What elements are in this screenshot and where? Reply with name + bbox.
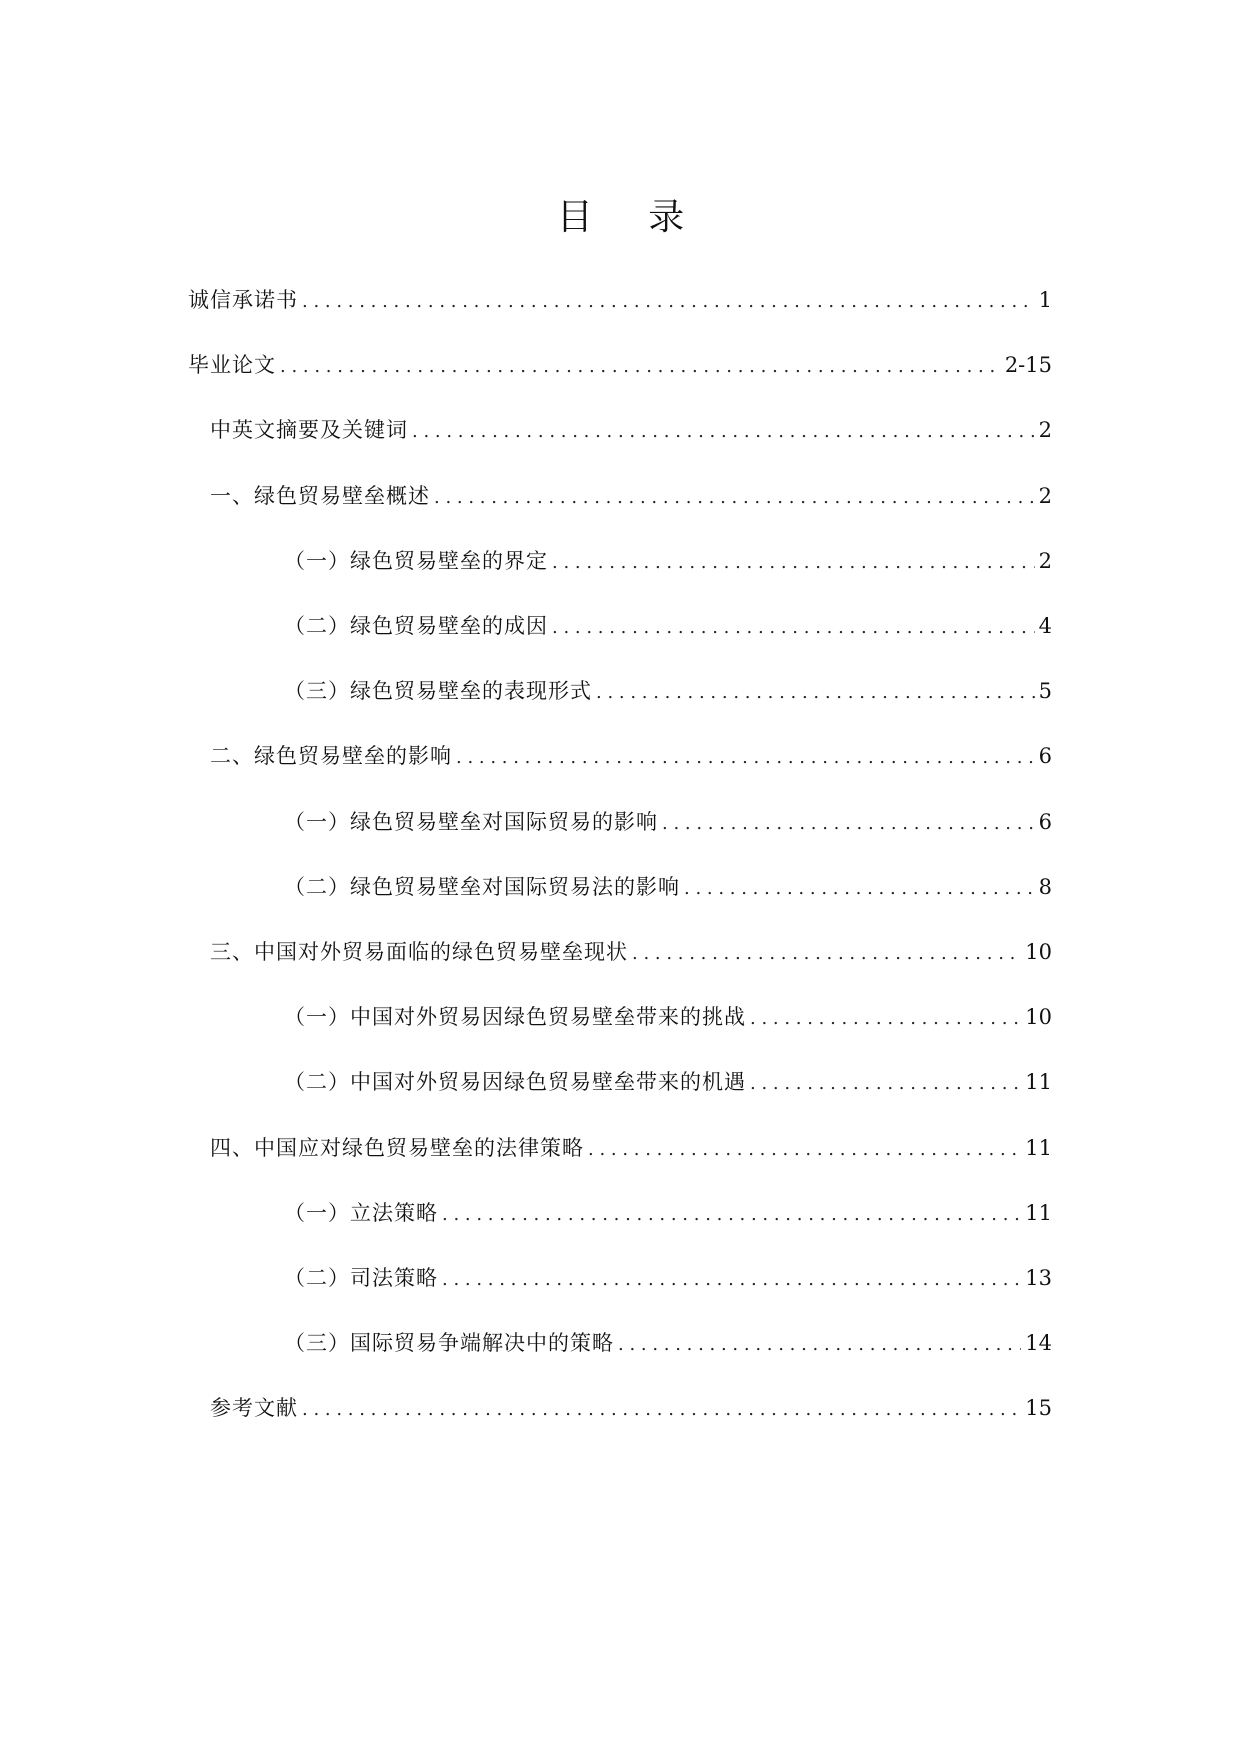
toc-entry-label: 一、绿色贸易壁垒概述 [210, 484, 430, 508]
toc-dot-leader [750, 1064, 1021, 1104]
toc-entry-label: （二）绿色贸易壁垒对国际贸易法的影响 [284, 875, 680, 899]
toc-entry-page-number: 15 [1025, 1396, 1052, 1420]
toc-entry-page-number: 5 [1038, 679, 1052, 703]
toc-entry[interactable] [284, 541, 1052, 581]
toc-entry-page-number: 11 [1025, 1201, 1052, 1225]
toc-entry-label: （二）中国对外贸易因绿色贸易壁垒带来的机遇 [284, 1070, 746, 1094]
toc-entry-label: （一）中国对外贸易因绿色贸易壁垒带来的挑战 [284, 1005, 746, 1029]
toc-entry[interactable] [210, 1128, 1052, 1168]
toc-dot-leader [434, 478, 1035, 518]
toc-entry-page-number: 8 [1038, 875, 1052, 899]
toc-dot-leader [588, 1130, 1021, 1170]
toc-entry[interactable] [188, 345, 1052, 385]
toc-entry-page-number: 6 [1038, 810, 1052, 834]
toc-entry[interactable] [284, 867, 1052, 907]
toc-entry[interactable] [284, 671, 1052, 711]
toc-entry[interactable] [210, 410, 1052, 450]
toc-dot-leader [442, 1260, 1021, 1300]
toc-entry-label: （一）绿色贸易壁垒对国际贸易的影响 [284, 810, 658, 834]
toc-entry[interactable] [210, 736, 1052, 776]
toc-entry-label: 二、绿色贸易壁垒的影响 [210, 744, 452, 768]
toc-entry-page-number: 11 [1025, 1070, 1052, 1094]
toc-dot-leader [552, 608, 1035, 648]
toc-entry-page-number: 14 [1025, 1331, 1052, 1355]
toc-entry-label: 诚信承诺书 [188, 288, 298, 312]
toc-entry-page-number: 11 [1025, 1136, 1052, 1160]
toc-dot-leader [596, 673, 1035, 713]
toc-entry-page-number: 6 [1038, 744, 1052, 768]
toc-dot-leader [302, 1390, 1021, 1430]
toc-entry-page-number: 13 [1025, 1266, 1052, 1290]
toc-dot-leader [302, 282, 1035, 322]
toc-entry[interactable] [284, 997, 1052, 1037]
toc-entry-page-number: 10 [1025, 940, 1052, 964]
toc-entry-page-number: 4 [1038, 614, 1052, 638]
toc-entry-label: 中英文摘要及关键词 [210, 418, 408, 442]
toc-entry-label: （三）绿色贸易壁垒的表现形式 [284, 679, 592, 703]
toc-entry-label: （一）绿色贸易壁垒的界定 [284, 549, 548, 573]
toc-entry-page-number: 2-15 [1004, 353, 1052, 377]
toc-entry-page-number: 2 [1038, 418, 1052, 442]
toc-entry[interactable] [284, 1323, 1052, 1363]
toc-dot-leader [552, 543, 1035, 583]
toc-entry[interactable] [284, 1193, 1052, 1233]
toc-dot-leader [280, 347, 1001, 387]
toc-entry[interactable] [188, 280, 1052, 320]
toc-entry[interactable] [210, 476, 1052, 516]
toc-entry-page-number: 2 [1038, 484, 1052, 508]
toc-dot-leader [412, 412, 1035, 452]
page-title: 目 录 [556, 197, 707, 238]
toc-entry[interactable] [284, 1258, 1052, 1298]
toc-entry[interactable] [210, 1388, 1052, 1428]
toc-entry-page-number: 1 [1038, 288, 1052, 312]
toc-entry-page-number: 10 [1025, 1005, 1052, 1029]
toc-entry-label: （三）国际贸易争端解决中的策略 [284, 1331, 614, 1355]
toc-entry-label: 四、中国应对绿色贸易壁垒的法律策略 [210, 1136, 584, 1160]
toc-entry-label: 毕业论文 [188, 353, 276, 377]
toc-dot-leader [442, 1195, 1021, 1235]
toc-dot-leader [456, 738, 1035, 778]
toc-dot-leader [662, 804, 1035, 844]
toc-entry[interactable] [284, 1062, 1052, 1102]
toc-dot-leader [618, 1325, 1021, 1365]
toc-entry-label: （二）绿色贸易壁垒的成因 [284, 614, 548, 638]
toc-entry-label: 参考文献 [210, 1396, 298, 1420]
toc-entry-label: （一）立法策略 [284, 1201, 438, 1225]
toc-dot-leader [632, 934, 1021, 974]
toc-entry[interactable] [284, 606, 1052, 646]
toc-entry-label: 三、中国对外贸易面临的绿色贸易壁垒现状 [210, 940, 628, 964]
toc-entry-label: （二）司法策略 [284, 1266, 438, 1290]
toc-dot-leader [750, 999, 1021, 1039]
toc-entry-page-number: 2 [1038, 549, 1052, 573]
toc-dot-leader [684, 869, 1035, 909]
toc-entry[interactable] [210, 932, 1052, 972]
toc-entry[interactable] [284, 802, 1052, 842]
